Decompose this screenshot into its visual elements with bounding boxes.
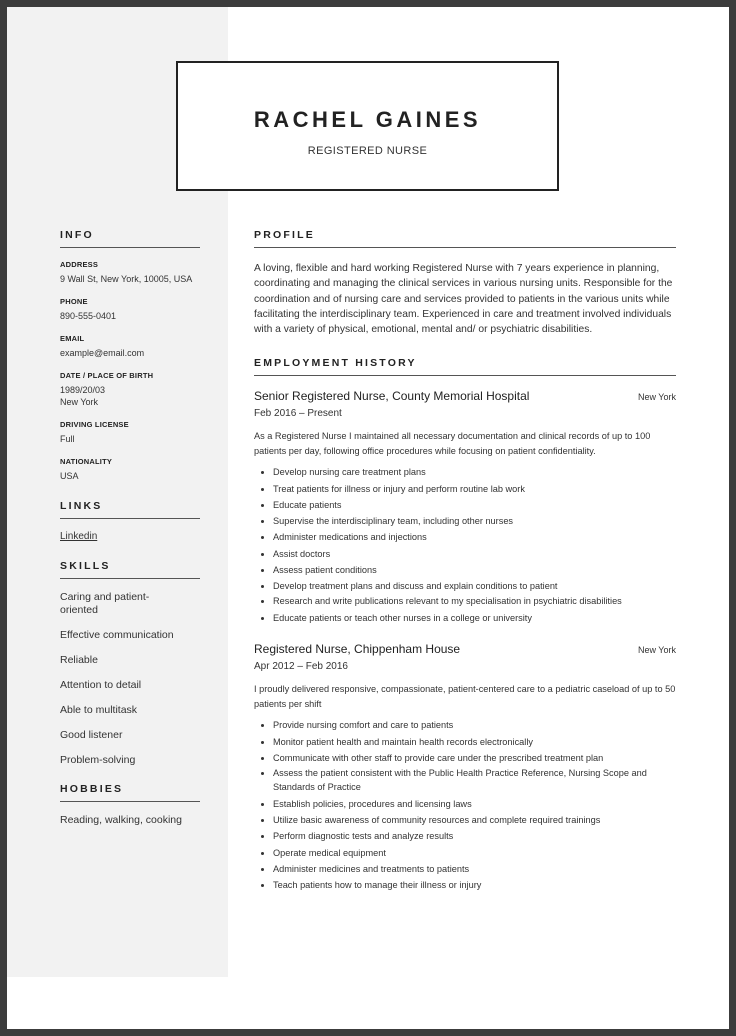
duty-item: • Treat patients for illness or injury and perform routine lab work [273,481,676,497]
info-value: 9 Wall St, New York, 10005, USA [60,274,193,284]
info-birth [60,371,200,408]
right-column [254,229,676,907]
hobbies-text: Reading, walking, cooking [60,814,182,826]
info-value: example@email.com [60,348,145,358]
job-header [254,642,676,656]
info-heading: INFO [60,229,200,248]
duty-item: • Establish policies, procedures and licensing laws [273,796,676,812]
hobbies-section [60,783,200,827]
info-driving-license [60,420,200,445]
info-value: New York [60,397,99,407]
job-title: Registered Nurse, Chippenham House [254,642,461,657]
resume-page [7,7,729,1029]
job-duties-list [254,717,676,893]
employment-heading: EMPLOYMENT HISTORY [254,357,676,376]
info-nationality [60,457,200,482]
skill-item: Caring and patient-oriented [60,591,150,616]
info-phone [60,297,200,322]
job-header [254,389,676,403]
skill-item: Reliable [60,654,98,666]
duty-item: • Provide nursing comfort and care to patients [273,717,676,733]
duty-item: • Perform diagnostic tests and analyze results [273,828,676,844]
job-location: New York [637,392,676,403]
skill-item: Able to multitask [60,704,138,716]
hobbies-heading: HOBBIES [60,783,200,802]
profile-text: A loving, flexible and hard working Registered Nurse with 7 years experience in planning, coordinating and managing the clinical services in various nursing units. Responsible for the coordination and of nursing care and services provided to patients in the various units while facilitating the interdisciplinary team. Experienced in care and treatment involved individuals with a variety of physical, emotional, mental and/ or psychiatric disabilities. [254,263,673,336]
duty-item: • Educate patients [273,497,676,513]
duty-item: • Administer medications and injections [273,529,676,545]
duty-item: • Develop treatment plans and discuss and explain conditions to patient [273,578,676,594]
links-section [60,500,200,542]
skill-item: Attention to detail [60,679,142,691]
info-label: ADDRESS [60,260,99,269]
info-email [60,334,200,359]
job-entry [254,389,676,626]
duty-item: • Monitor patient health and maintain health records electronically [273,734,676,750]
info-value: Full [60,434,75,444]
skills-section [60,560,200,767]
duty-item: • Communicate with other staff to provide care under the prescribed treatment plan [273,750,676,766]
duty-item: • Supervise the interdisciplinary team, including other nurses [273,513,676,529]
skills-heading: SKILLS [60,560,200,579]
left-column [60,229,200,839]
info-label: PHONE [60,297,88,306]
duty-item: • Develop nursing care treatment plans [273,464,676,480]
candidate-name: RACHEL GAINES [253,107,482,132]
duty-item: • Research and write publications relevant to my specialisation in psychiatric disabilities [273,594,676,608]
duty-item: • Operate medical equipment [273,845,676,861]
duty-item: • Teach patients how to manage their illness or injury [273,877,676,893]
info-value: 890-555-0401 [60,311,117,321]
job-title: Senior Registered Nurse, County Memorial Hospital [254,389,530,404]
links-heading: LINKS [60,500,200,519]
job-dates: Feb 2016 – Present [254,408,342,420]
info-label: NATIONALITY [60,457,113,466]
duty-item: • Assist doctors [273,546,676,562]
info-label: EMAIL [60,334,85,343]
duty-item: • Assess the patient consistent with the Public Health Practice Reference, Nursing Scope and Standards of Practice [273,766,676,794]
job-entry [254,642,676,893]
skill-item: Good listener [60,729,123,741]
info-address [60,260,200,285]
name-header-box [176,61,559,191]
duty-item: • Educate patients or teach other nurses in a college or university [273,610,676,626]
linkedin-link[interactable]: Linkedin [60,531,98,542]
job-location: New York [637,645,676,656]
info-label: DATE / PLACE OF BIRTH [60,371,154,380]
job-dates: Apr 2012 – Feb 2016 [254,661,348,673]
info-value: USA [60,471,79,481]
duty-item: • Assess patient conditions [273,562,676,578]
profile-heading: PROFILE [254,229,676,248]
duty-item: • Administer medicines and treatments to patients [273,861,676,877]
skill-item: Effective communication [60,629,174,641]
job-description: I proudly delivered responsive, compassionate, patient-centered care to a pediatric caseload of up to 50 patients per shift [254,684,676,709]
info-value: 1989/20/03 [60,385,106,395]
info-label: DRIVING LICENSE [60,420,129,429]
duty-item: • Utilize basic awareness of community resources and complete required trainings [273,812,676,828]
skill-item: Problem-solving [60,754,136,766]
job-duties-list [254,464,676,626]
job-description: As a Registered Nurse I maintained all necessary documentation and clinical records of up to 100 patients per day, following office procedures while focusing on patient confidentiality. [254,431,651,456]
candidate-title: REGISTERED NURSE [307,145,428,157]
